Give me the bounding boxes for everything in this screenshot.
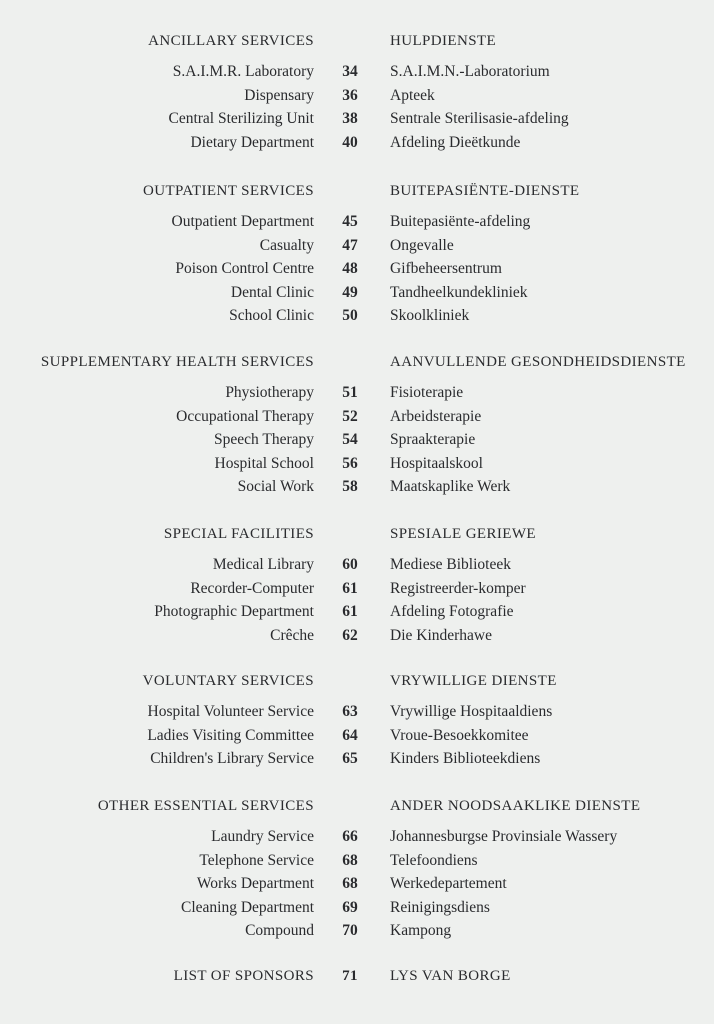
- section-heading: [0, 354, 714, 384]
- toc-entry-af: Apteek: [390, 86, 435, 104]
- sponsors-entry: [0, 968, 714, 998]
- sponsors-section: [0, 968, 714, 998]
- toc-entry: [0, 307, 714, 331]
- toc-entry-page-number: 48: [342, 260, 358, 278]
- section-heading-af: HULPDIENSTE: [390, 33, 497, 49]
- toc-entry-en: Recorder-Computer: [190, 579, 314, 597]
- toc-section: [0, 526, 714, 650]
- toc-entry-af: Telefoondiens: [390, 851, 478, 869]
- sponsors-entry-en: LIST OF SPONSORS: [173, 968, 314, 984]
- toc-entry-page-number: 36: [342, 86, 358, 104]
- toc-entry-page-number: 38: [342, 110, 358, 128]
- toc-entry-page-number: 66: [342, 828, 358, 845]
- toc-entry-page-number: 68: [342, 875, 358, 893]
- toc-entry-en: S.A.I.M.R. Laboratory: [172, 63, 314, 80]
- section-heading-en: VOLUNTARY SERVICES: [142, 673, 314, 689]
- toc-entry-af: Gifbeheersentrum: [390, 260, 502, 278]
- section-heading: [0, 673, 714, 703]
- toc-entry-af: Spraakterapie: [390, 431, 476, 449]
- section-heading: [0, 526, 714, 556]
- toc-entry: [0, 556, 714, 580]
- toc-entry-page-number: 60: [342, 556, 358, 573]
- toc-entry: [0, 603, 714, 627]
- toc-section: [0, 354, 714, 502]
- toc-entry-en: Occupational Therapy: [176, 407, 314, 425]
- section-heading-en: SUPPLEMENTARY HEALTH SERVICES: [40, 354, 314, 370]
- toc-entry-page-number: 58: [342, 478, 358, 496]
- toc-entry-en: Telephone Service: [199, 851, 314, 869]
- toc-entry: [0, 852, 714, 876]
- toc-entry-af: Vroue-Besoekkomitee: [390, 726, 529, 744]
- toc-entry: [0, 703, 714, 727]
- section-heading: [0, 33, 714, 63]
- section-heading-en: OUTPATIENT SERVICES: [142, 183, 314, 199]
- toc-entry: [0, 727, 714, 751]
- toc-entry-page-number: 49: [342, 283, 358, 301]
- toc-entry-en: Dietary Department: [190, 133, 314, 151]
- toc-entry-en: Physiotherapy: [225, 384, 314, 401]
- toc-entry-en: Crêche: [270, 626, 314, 644]
- toc-entry-page-number: 70: [342, 922, 358, 940]
- section-heading-af: SPESIALE GERIEWE: [390, 526, 536, 542]
- section-heading-en: OTHER ESSENTIAL SERVICES: [97, 798, 314, 814]
- toc-entry-page-number: 52: [342, 407, 358, 425]
- toc-entry-page-number: 50: [342, 307, 358, 325]
- toc-entry-page-number: 65: [342, 750, 358, 768]
- toc-entry: [0, 87, 714, 111]
- toc-entry-en: Hospital School: [214, 454, 314, 472]
- section-heading-af: BUITEPASIËNTE-DIENSTE: [390, 183, 580, 199]
- toc-entry-af: Buitepasiënte-afdeling: [390, 213, 531, 230]
- toc-entry-af: Reinigingsdiens: [390, 898, 490, 916]
- toc-entry-page-number: 56: [342, 454, 358, 472]
- toc-entry: [0, 213, 714, 237]
- toc-entry: [0, 284, 714, 308]
- toc-entry: [0, 431, 714, 455]
- toc-entry-page-number: 51: [342, 384, 358, 401]
- toc-entry: [0, 455, 714, 479]
- toc-entry-en: School Clinic: [229, 307, 314, 325]
- toc-entry-page-number: 40: [342, 133, 358, 151]
- toc-entry-en: Works Department: [196, 875, 314, 893]
- toc-section: [0, 183, 714, 331]
- toc-entry-page-number: 54: [342, 431, 358, 449]
- section-heading-af: VRYWILLIGE DIENSTE: [390, 673, 557, 689]
- toc-entry-en: Dental Clinic: [230, 283, 314, 301]
- toc-entry-page-number: 34: [342, 63, 358, 80]
- toc-entry-page-number: 64: [342, 726, 358, 744]
- toc-entry: [0, 828, 714, 852]
- toc-section: [0, 673, 714, 774]
- toc-entry-page-number: 45: [342, 213, 358, 230]
- toc-entry-en: Cleaning Department: [181, 898, 314, 916]
- toc-entry-af: Ongevalle: [390, 236, 454, 254]
- section-heading-af: AANVULLENDE GESONDHEIDSDIENSTE: [390, 354, 686, 370]
- toc-entry-af: Registreerder-komper: [390, 579, 526, 597]
- toc-entry: [0, 237, 714, 261]
- toc-entry-page-number: 68: [342, 851, 358, 869]
- toc-entry-af: Die Kinderhawe: [390, 626, 492, 644]
- section-heading-af: ANDER NOODSAAKLIKE DIENSTE: [390, 798, 641, 814]
- toc-entry: [0, 750, 714, 774]
- toc-entry: [0, 260, 714, 284]
- toc-entry-en: Laundry Service: [211, 828, 314, 845]
- toc-entry-en: Compound: [245, 922, 314, 940]
- toc-entry: [0, 627, 714, 651]
- toc-entry-af: Vrywillige Hospitaaldiens: [390, 703, 553, 720]
- toc-entry-page-number: 69: [342, 898, 358, 916]
- toc-entry-af: Maatskaplike Werk: [390, 478, 511, 496]
- toc-entry-page-number: 62: [342, 626, 358, 644]
- toc-entry-af: Skoolkliniek: [390, 307, 470, 325]
- toc-entry-af: Kampong: [390, 922, 452, 940]
- toc-entry-page-number: 61: [342, 579, 358, 597]
- toc-entry-en: Medical Library: [212, 556, 314, 573]
- toc-entry-af: Tandheelkundekliniek: [390, 283, 528, 301]
- toc-entry-af: Johannesburgse Provinsiale Wassery: [390, 828, 618, 845]
- toc-entry-en: Ladies Visiting Committee: [147, 726, 314, 744]
- toc-entry-af: Mediese Biblioteek: [390, 556, 511, 573]
- toc-entry: [0, 63, 714, 87]
- sponsors-entry-af: LYS VAN BORGE: [390, 968, 511, 984]
- toc-entry-af: Sentrale Sterilisasie-afdeling: [390, 110, 569, 128]
- toc-entry-en: Casualty: [259, 236, 314, 254]
- toc-section: [0, 33, 714, 157]
- toc-entry: [0, 899, 714, 923]
- toc-entry-af: Fisioterapie: [390, 384, 464, 401]
- toc-entry-af: Afdeling Dieëtkunde: [390, 133, 521, 151]
- toc-entry-en: Social Work: [237, 478, 314, 496]
- toc-entry: [0, 110, 714, 134]
- toc-entry-page-number: 61: [342, 603, 358, 621]
- section-heading-en: ANCILLARY SERVICES: [148, 33, 314, 49]
- toc-entry-en: Photographic Department: [154, 603, 314, 621]
- toc-entry-en: Poison Control Centre: [175, 260, 314, 278]
- section-heading-en: SPECIAL FACILITIES: [163, 526, 314, 542]
- toc-entry: [0, 134, 714, 158]
- sponsors-entry-page-number: 71: [342, 968, 358, 984]
- section-heading: [0, 183, 714, 213]
- toc-entry-af: Kinders Biblioteekdiens: [390, 750, 541, 768]
- toc-entry: [0, 922, 714, 946]
- toc-entry: [0, 580, 714, 604]
- toc-entry-en: Outpatient Department: [171, 213, 314, 230]
- toc-entry-en: Dispensary: [244, 86, 314, 104]
- toc-entry-en: Hospital Volunteer Service: [147, 703, 314, 720]
- toc-section: [0, 798, 714, 946]
- toc-entry: [0, 384, 714, 408]
- toc-entry-en: Central Sterilizing Unit: [168, 110, 314, 128]
- toc-entry-af: Afdeling Fotografie: [390, 603, 514, 621]
- toc-entry: [0, 478, 714, 502]
- toc-entry-af: Arbeidsterapie: [390, 407, 482, 425]
- toc-entry: [0, 875, 714, 899]
- toc-entry-page-number: 47: [342, 236, 358, 254]
- toc-entry: [0, 408, 714, 432]
- toc-entry-af: Werkedepartement: [390, 875, 507, 893]
- toc-entry-page-number: 63: [342, 703, 358, 720]
- toc-entry-en: Speech Therapy: [214, 431, 314, 449]
- toc-entry-en: Children's Library Service: [150, 750, 314, 768]
- toc-entry-af: S.A.I.M.N.-Laboratorium: [390, 63, 550, 80]
- toc-entry-af: Hospitaalskool: [390, 454, 483, 472]
- section-heading: [0, 798, 714, 828]
